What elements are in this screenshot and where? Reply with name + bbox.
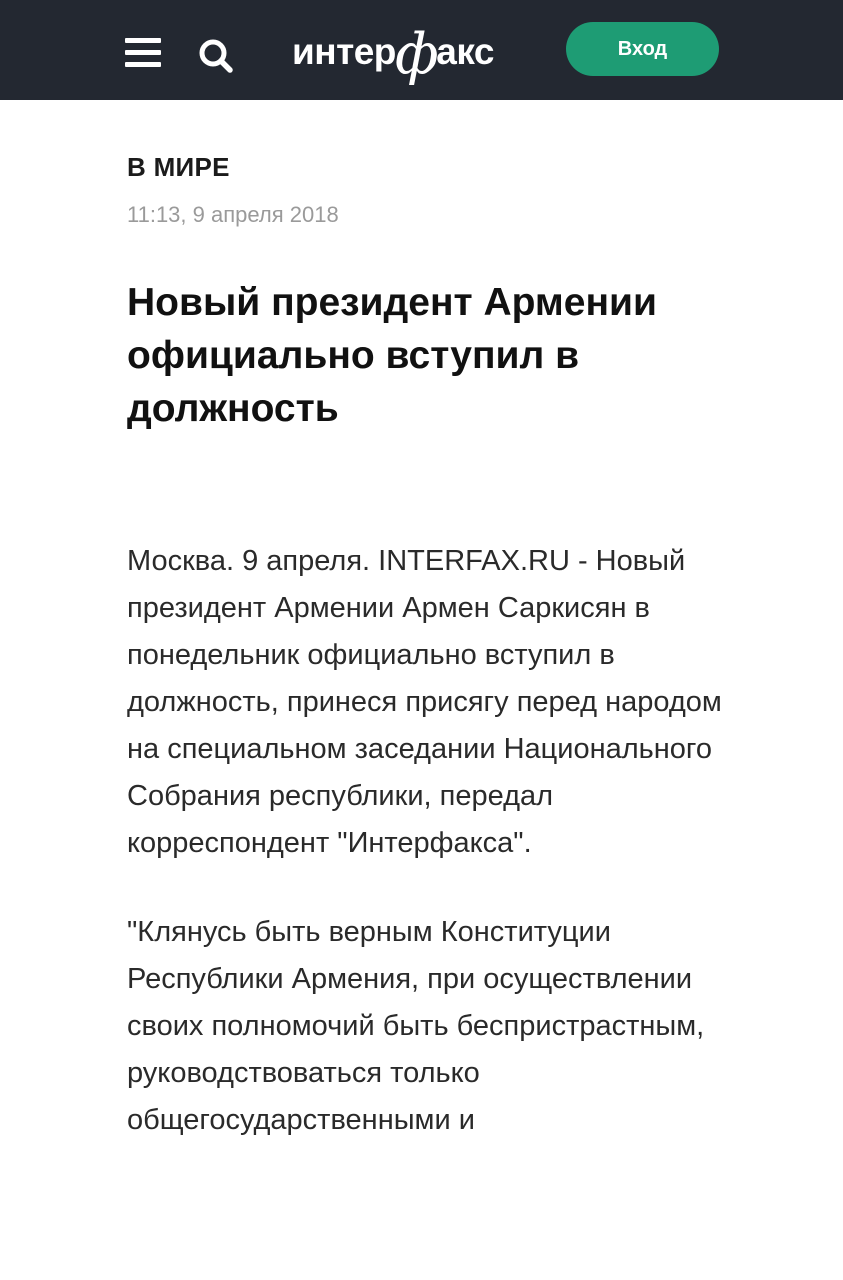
interfax-logo[interactable] xyxy=(292,20,494,87)
logo-text-end: акс xyxy=(436,31,494,72)
logo-f-glyph: ф xyxy=(394,21,439,87)
article-paragraph: "Клянусь быть верным Конституции Республики Армения, при осуществлении своих полномочий быть беспристрастным, руководствоваться только общегосударственными и xyxy=(127,916,705,1136)
login-button[interactable]: Вход xyxy=(566,22,719,76)
article-category[interactable]: В МИРЕ xyxy=(127,152,230,182)
article-headline: Новый президент Армении официально вступил в должность xyxy=(127,281,657,430)
article-timestamp: 11:13, 9 апреля 2018 xyxy=(127,202,339,227)
search-icon[interactable] xyxy=(196,36,236,76)
logo-text-start: интер xyxy=(292,31,396,72)
article-paragraph: Москва. 9 апреля. INTERFAX.RU - Новый президент Армении Армен Саркисян в понедельник официально вступил в должность, принеся присягу перед народом на специальном заседании Национального Собрания республики, передал корреспондент "Интерфакса". xyxy=(127,545,722,859)
hamburger-menu-icon[interactable] xyxy=(125,38,161,68)
top-navigation-bar xyxy=(0,0,843,100)
article-body xyxy=(127,538,727,1186)
